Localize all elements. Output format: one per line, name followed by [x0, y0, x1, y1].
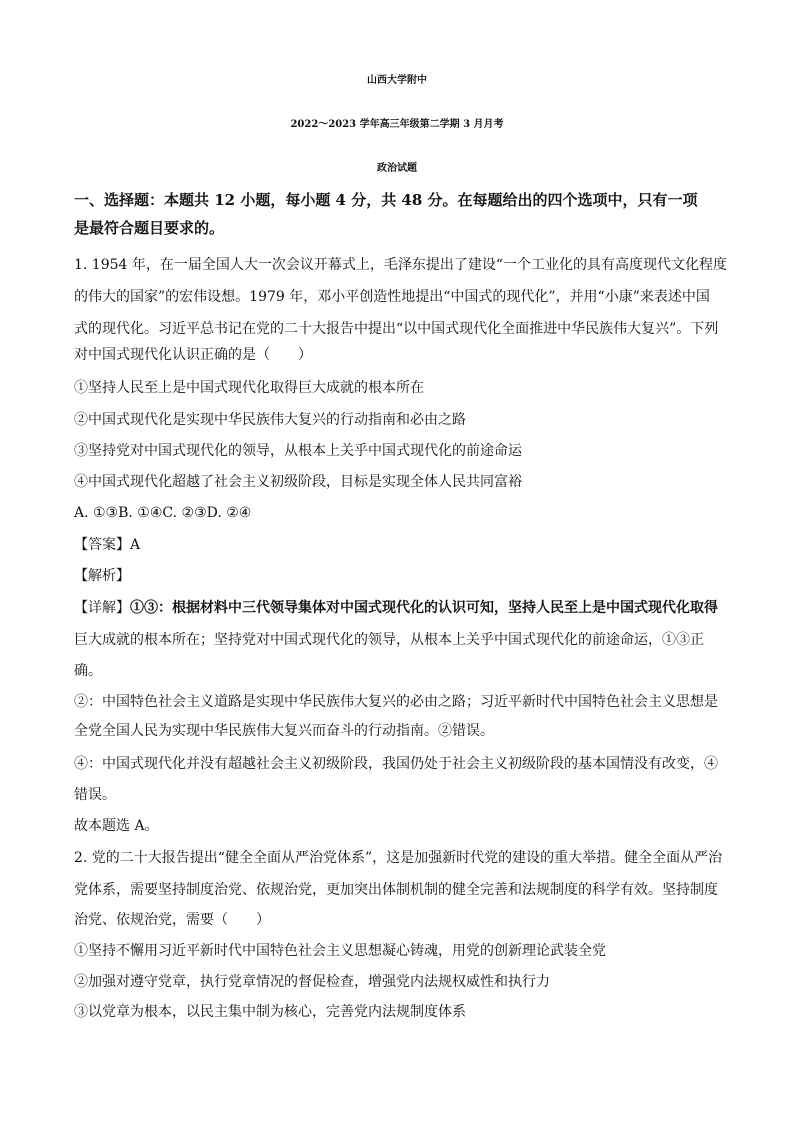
q2-stem-line: 2. 党的二十大报告提出“健全全面从严治党体系”，这是加强新时代党的建设的重大举措。健全全面从严治 — [74, 850, 723, 866]
q1-statement: ①坚持人民至上是中国式现代化取得巨大成就的根本所在 — [74, 380, 424, 396]
q1-detail-line: 故本题选 A。 — [74, 818, 159, 834]
q1-statement: ④中国式现代化超越了社会主义初级阶段，目标是实现全体人民共同富裕 — [74, 474, 522, 490]
detail-text: ①③：根据材料中三代领导集体对中国式现代化的认识可知，坚持人民至上是中国式现代化取得 — [130, 600, 718, 616]
detail-label: 【详解】 — [74, 600, 130, 616]
q1-statement: ③坚持党对中国式现代化的领导，从根本上关乎中国式现代化的前途命运 — [74, 443, 522, 459]
exam-term-title: 2022～2023 学年高三年级第二学期 3 月月考 — [290, 119, 504, 130]
answer-value: A — [130, 537, 141, 553]
q2-statement: ②加强对遵守党章，执行党章情况的督促检查，增强党内法规权威性和执行力 — [74, 974, 550, 990]
q1-detail-line: ④：中国式现代化并没有超越社会主义初级阶段，我国仍处于社会主义初级阶段的基本国情没有改变，④ — [74, 756, 718, 772]
q1-stem-line: 式的现代化。习近平总书记在党的二十大报告中提出“以中国式现代化全面推进中华民族伟大复兴”。下列 — [74, 321, 719, 337]
section-heading-line-2: 是最符合题目要求的。 — [74, 219, 225, 237]
q1-detail-line: 巨大成就的根本所在；坚持党对中国式现代化的领导，从根本上关乎中国式现代化的前途命运，①③正 — [74, 632, 704, 648]
q1-answer — [74, 535, 728, 555]
q2-stem-line: 治党、依规治党，需要（ ） — [74, 912, 270, 928]
q1-stem-line: 对中国式现代化认识正确的是（ ） — [74, 347, 312, 363]
q1-detail-line: 错误。 — [74, 787, 116, 803]
q2-statement: ①坚持不懈用习近平新时代中国特色社会主义思想凝心铸魂，用党的创新理论武装全党 — [74, 943, 606, 959]
q1-detail-line — [74, 598, 728, 618]
q2-stem-line: 党体系，需要坚持制度治党、依规治党，更加突出体制机制的健全完善和法规制度的科学有效。坚持制度 — [74, 882, 718, 898]
q1-options: A. ①③B. ①④C. ②③D. ②④ — [74, 505, 252, 521]
school-title: 山西大学附中 — [367, 75, 427, 86]
q1-detail-line: ②：中国特色社会主义道路是实现中华民族伟大复兴的必由之路；习近平新时代中国特色社会主义思想是 — [74, 694, 718, 710]
subject-title: 政治试题 — [377, 163, 417, 174]
q1-stem-line: 1. 1954 年，在一届全国人大一次会议开幕式上，毛泽东提出了建设“一个工业化的具有高度现代文化程度 — [74, 257, 728, 273]
q1-detail-line: 确。 — [74, 663, 102, 679]
q1-detail-line: 全党全国人民为实现中华民族伟大复兴而奋斗的行动指南。②错误。 — [74, 723, 494, 739]
q1-analysis-label: 【解析】 — [74, 568, 130, 584]
section-heading-line-1: 一、选择题：本题共 12 小题，每小题 4 分，共 48 分。在每题给出的四个选项中，只有一项 — [74, 191, 698, 209]
q1-stem-line: 的伟大的国家”的宏伟设想。1979 年，邓小平创造性地提出“中国式的现代化”，并用“小康”来表述中国 — [74, 289, 710, 305]
q1-statement: ②中国式现代化是实现中华民族伟大复兴的行动指南和必由之路 — [74, 412, 466, 428]
answer-label: 【答案】 — [74, 537, 130, 553]
q2-statement: ③以党章为根本，以民主集中制为核心，完善党内法规制度体系 — [74, 1004, 466, 1020]
